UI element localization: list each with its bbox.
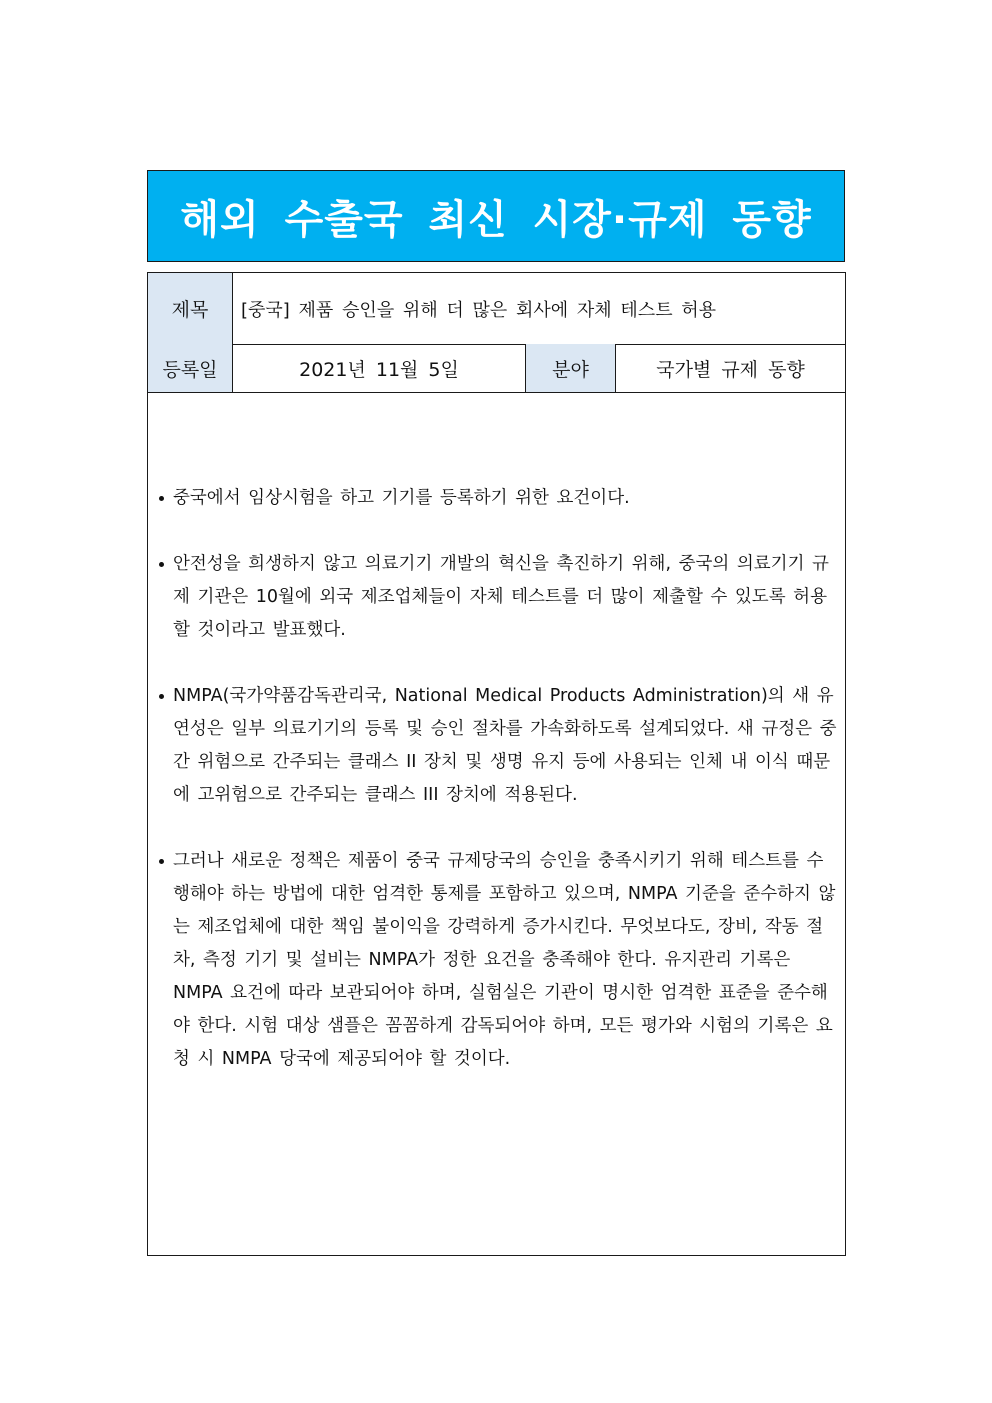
report-title: 해외 수출국 최신 시장·규제 동향 bbox=[180, 196, 812, 243]
bullet-item: NMPA(국가약품감독관리국, National Medical Products Administration)의 새 유연성은 일부 의료기기의 등록 및 승인 절차를 가속화하도록 설계되었다. 새 규정은 중간 위험으로 간주되는 클래스 II 장치 및 생명 유지 등에 사용되는 인체 내 이식 때문에 고위험으로 간주되는 클래스 III 장치에 적용된다. bbox=[156, 680, 837, 812]
bullet-list bbox=[156, 482, 837, 1109]
article-sheet bbox=[147, 272, 846, 1256]
report-banner bbox=[147, 170, 845, 262]
meta-row bbox=[148, 344, 845, 393]
article-title: [중국] 제품 승인을 위해 더 많은 회사에 자체 테스트 허용 bbox=[241, 299, 717, 321]
bullet-item: 중국에서 임상시험을 하고 기기를 등록하기 위한 요건이다. bbox=[156, 482, 837, 515]
title-row bbox=[148, 273, 845, 345]
bullet-item: 안전성을 희생하지 않고 의료기기 개발의 혁신을 촉진하기 위해, 중국의 의료기기 규제 기관은 10월에 외국 제조업체들이 자체 테스트를 더 많이 제출할 수 있도록 허용할 것이라고 발표했다. bbox=[156, 548, 837, 647]
field-value: 국가별 규제 동향 bbox=[656, 358, 805, 381]
date-label: 등록일 bbox=[148, 344, 233, 392]
bullet-item: 그러나 새로운 정책은 제품이 중국 규제당국의 승인을 충족시키기 위해 테스트를 수행해야 하는 방법에 대한 엄격한 통제를 포함하고 있으며, NMPA 기준을 준수하지 않는 제조업체에 대한 책임 불이익을 강력하게 증가시킨다. 무엇보다도, 장비, 작동 절차, 측정 기기 및 설비는 NMPA가 정한 요건을 충족해야 한다. 유지관리 기록은 NMPA 요건에 따라 보관되어야 하며, 실험실은 기관이 명시한 엄격한 표준을 준수해야 한다. 시험 대상 샘플은 꼼꼼하게 감독되어야 하며, 모든 평가와 시험의 기록은 요청 시 NMPA 당국에 제공되어야 할 것이다. bbox=[156, 845, 837, 1076]
registration-date: 2021년 11월 5일 bbox=[233, 344, 526, 392]
title-label: 제목 bbox=[148, 273, 233, 344]
field-label: 분야 bbox=[526, 344, 616, 392]
article-body bbox=[148, 392, 845, 1255]
